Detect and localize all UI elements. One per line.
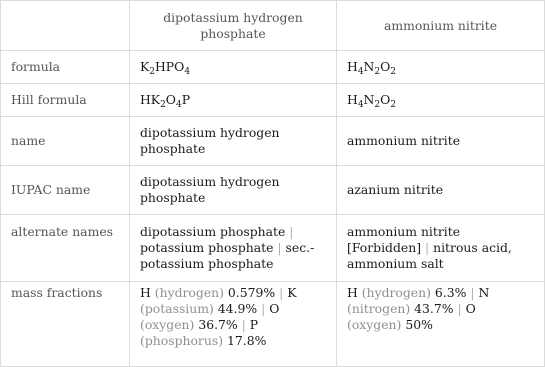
header-row xyxy=(1,1,545,51)
table-row xyxy=(1,166,545,215)
subscript: 4 xyxy=(357,100,364,110)
text-segment: potassium phosphate xyxy=(140,240,274,255)
text-segment: N xyxy=(478,285,490,300)
separator: | xyxy=(285,224,294,239)
text-segment: H xyxy=(347,92,358,107)
formula-cell xyxy=(337,51,545,84)
iupac-name-cell: azanium nitrite xyxy=(337,166,545,215)
text-segment: dipotassium phosphate xyxy=(140,224,286,239)
text-segment: O xyxy=(269,301,280,316)
separator: | xyxy=(453,301,466,316)
text-segment: N xyxy=(363,92,375,107)
alternate-names-cell xyxy=(130,215,337,282)
element-name: (oxygen) xyxy=(140,317,195,332)
text-segment: 43.7% xyxy=(410,301,454,316)
element-name: (phosphorus) xyxy=(140,333,224,348)
element-name: (hydrogen) xyxy=(361,285,431,300)
text-segment: O xyxy=(465,301,476,316)
text-segment: ammonium nitrite [Forbidden] xyxy=(347,224,461,255)
subscript: 2 xyxy=(149,67,155,77)
subscript: 2 xyxy=(374,67,381,77)
separator: | xyxy=(275,285,288,300)
subscript: 2 xyxy=(374,100,381,110)
separator: | xyxy=(421,240,434,255)
hill-formula-cell xyxy=(337,84,545,117)
iupac-name-cell: dipotassium hydrogen phosphate xyxy=(130,166,337,215)
table-row xyxy=(1,117,545,166)
text-segment: nitrous acid, ammonium salt xyxy=(347,240,512,271)
row-label-iupac-name: IUPAC name xyxy=(1,166,130,215)
subscript: 4 xyxy=(175,100,182,110)
text-segment: 17.8% xyxy=(223,333,267,348)
row-label-alternate-names: alternate names xyxy=(1,215,130,282)
text-segment: O xyxy=(380,92,391,107)
text-segment: N xyxy=(363,59,375,74)
column-header-ammonium-nitrite: ammonium nitrite xyxy=(337,1,545,51)
text-segment: O xyxy=(165,92,176,107)
formula-cell xyxy=(130,51,337,84)
separator: | xyxy=(237,317,250,332)
subscript: 2 xyxy=(390,67,397,77)
text-segment: K xyxy=(140,59,150,74)
alternate-names-cell xyxy=(337,215,545,282)
row-label-hill-formula: Hill formula xyxy=(1,84,130,117)
text-segment: 44.9% xyxy=(213,301,258,316)
mass-fractions-cell xyxy=(130,282,337,367)
table-row xyxy=(1,51,545,84)
element-name: (nitrogen) xyxy=(347,301,411,316)
text-segment: sec.-potassium phosphate xyxy=(140,240,315,271)
corner-cell xyxy=(1,1,130,51)
text-segment: HK xyxy=(140,92,161,107)
row-label-formula: formula xyxy=(1,51,130,84)
separator: | xyxy=(466,285,479,300)
name-cell: ammonium nitrite xyxy=(337,117,545,166)
mass-fractions-cell xyxy=(337,282,545,367)
text-segment: K xyxy=(287,285,297,300)
text-segment: H xyxy=(347,59,358,74)
table-row xyxy=(1,84,545,117)
table-row xyxy=(1,215,545,282)
text-segment: H xyxy=(347,285,362,300)
subscript: 4 xyxy=(184,67,191,77)
text-segment: 50% xyxy=(401,317,433,332)
column-header-dipotassium-hydrogen-phosphate: dipotassium hydrogen phosphate xyxy=(130,1,337,51)
text-segment: 0.579% xyxy=(223,285,276,300)
separator: | xyxy=(257,301,270,316)
separator: | xyxy=(273,240,286,255)
text-segment: O xyxy=(380,59,391,74)
text-segment: P xyxy=(181,92,191,107)
row-label-mass-fractions: mass fractions xyxy=(1,282,130,367)
subscript: 2 xyxy=(390,100,397,110)
text-segment: 6.3% xyxy=(430,285,467,300)
subscript: 4 xyxy=(357,67,364,77)
text-segment: HPO xyxy=(155,59,185,74)
hill-formula-cell xyxy=(130,84,337,117)
element-name: (hydrogen) xyxy=(154,285,224,300)
name-cell: dipotassium hydrogen phosphate xyxy=(130,117,337,166)
table-row xyxy=(1,282,545,367)
element-name: (potassium) xyxy=(140,301,214,316)
text-segment: 36.7% xyxy=(194,317,238,332)
row-label-name: name xyxy=(1,117,130,166)
subscript: 2 xyxy=(160,100,166,110)
text-segment: P xyxy=(249,317,259,332)
text-segment: H xyxy=(140,285,155,300)
element-name: (oxygen) xyxy=(347,317,402,332)
